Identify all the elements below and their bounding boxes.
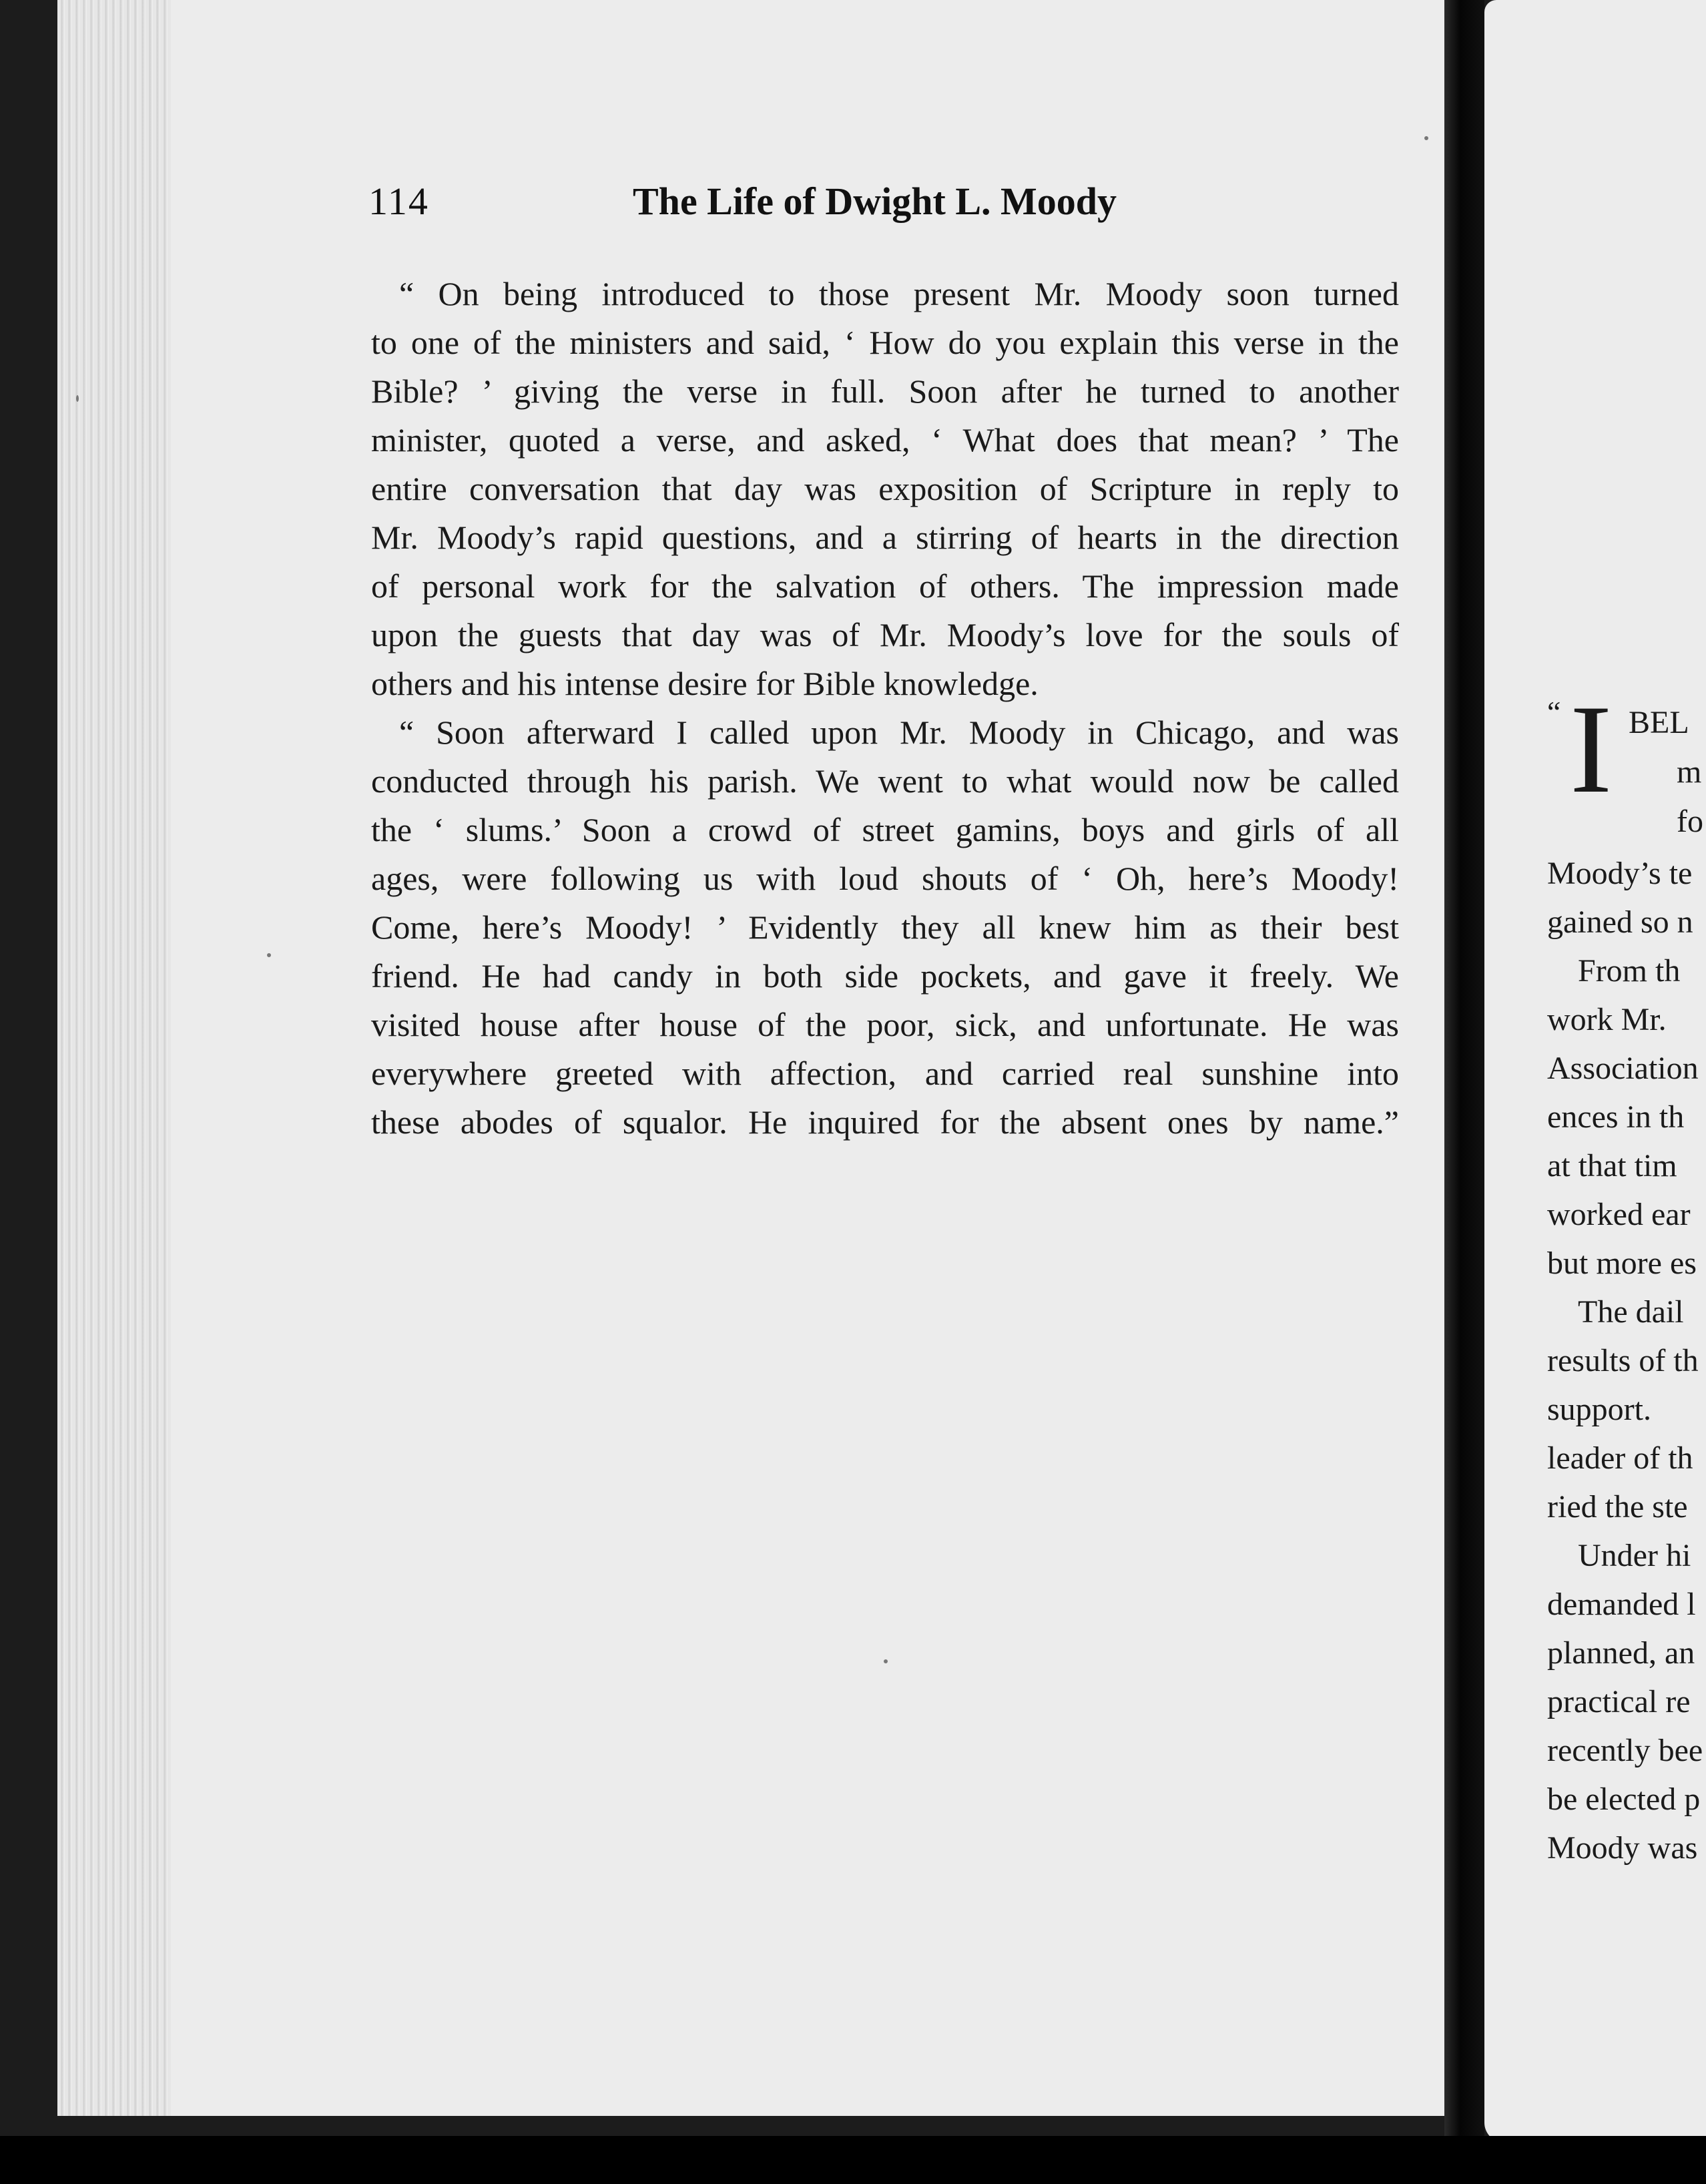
running-title: The Life of Dwight L. Moody (633, 180, 1117, 223)
body-text (371, 270, 1399, 1147)
right-text-line: The dail (1578, 1294, 1684, 1330)
right-text-line: ried the ste (1547, 1489, 1688, 1525)
right-text-line: Association (1547, 1051, 1699, 1086)
text-line: Bible? ’ giving the verse in full. Soon after he turned to another (371, 372, 1399, 410)
text-line: “ On being introduced to those present Mr. Moody soon turned (399, 275, 1399, 312)
right-text-line: planned, an (1547, 1635, 1695, 1671)
right-text-line: work Mr. (1547, 1002, 1667, 1037)
text-line: the ‘ slums.’ Soon a crowd of street gamins, boys and girls of all (371, 811, 1399, 848)
right-text-line: ences in th (1547, 1099, 1685, 1135)
right-text-line: worked ear (1547, 1197, 1691, 1232)
right-text-line: recently bee (1547, 1733, 1703, 1768)
text-line: minister, quoted a verse, and asked, ‘ What does that mean? ’ The (371, 421, 1399, 459)
right-text-line: leader of th (1547, 1440, 1693, 1476)
text-line: to one of the ministers and said, ‘ How do you explain this verse in the (371, 324, 1399, 361)
text-line: ages, were following us with loud shouts of ‘ Oh, here’s Moody! (371, 860, 1399, 897)
scan-speck (884, 1659, 888, 1663)
right-text-line: Under hi (1578, 1538, 1691, 1573)
right-text-line: fo (1677, 804, 1703, 839)
book-gutter (1444, 0, 1484, 2136)
right-text-line: demanded l (1547, 1587, 1696, 1622)
text-line: these abodes of squalor. He inquired for the absent ones by name.” (371, 1103, 1399, 1141)
right-text-line: at that tim (1547, 1148, 1677, 1183)
text-line: Come, here’s Moody! ’ Evidently they all knew him as their best (371, 908, 1399, 946)
page-edges (57, 0, 171, 2116)
right-text-line: but more es (1547, 1246, 1697, 1281)
text-line: “ Soon afterward I called upon Mr. Moody in Chicago, and was (399, 714, 1399, 751)
open-quote: “ (1547, 695, 1561, 729)
text-line: upon the guests that day was of Mr. Moody’s love for the souls of (371, 616, 1399, 653)
text-line: friend. He had candy in both side pockets, and gave it freely. We (371, 957, 1399, 995)
right-text-line: From th (1578, 953, 1681, 989)
scan-speck (267, 953, 271, 957)
text-line: conducted through his parish. We went to what would now be called (371, 762, 1399, 800)
text-line: others and his intense desire for Bible knowledge. (371, 665, 1039, 702)
right-text-line: gained so n (1547, 904, 1693, 940)
text-line: visited house after house of the poor, sick, and unfortunate. He was (371, 1006, 1399, 1043)
scan-border (0, 2136, 1706, 2184)
right-text-line: Moody’s te (1547, 856, 1693, 891)
scan-speck (76, 395, 79, 402)
text-line: Mr. Moody’s rapid questions, and a stirring of hearts in the direction (371, 519, 1399, 556)
right-text-line: m (1677, 754, 1702, 790)
right-text-line: be elected p (1547, 1782, 1701, 1817)
right-text-line: results of th (1547, 1343, 1699, 1378)
text-line: of personal work for the salvation of others. The impression made (371, 567, 1399, 605)
text-line: entire conversation that day was exposition of Scripture in reply to (371, 470, 1399, 507)
drop-cap: I (1570, 686, 1613, 813)
page-number: 114 (368, 180, 429, 223)
text-line: everywhere greeted with affection, and carried real sunshine into (371, 1055, 1399, 1092)
right-text-line: BEL (1629, 705, 1689, 740)
right-text-line: support. (1547, 1392, 1651, 1427)
right-text-line: Moody was (1547, 1830, 1698, 1866)
scan-speck (1424, 136, 1428, 140)
right-text-line: practical re (1547, 1684, 1691, 1719)
